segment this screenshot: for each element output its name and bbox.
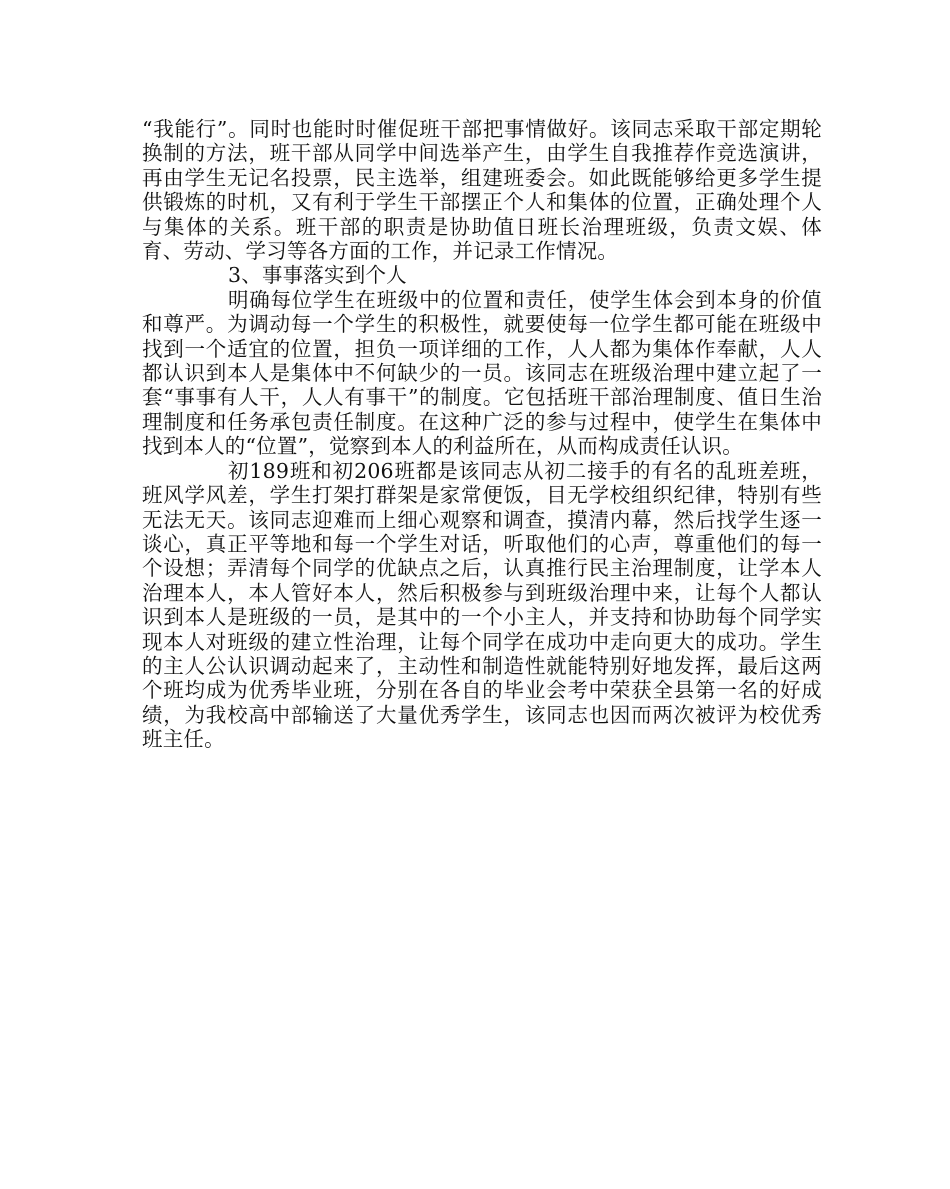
paragraph-class-cadre-rotation: “我能行”。同时也能时时催促班干部把事情做好。该同志采取干部定期轮换制的方法，班干部从同学中间选举产生，由学生自我推荐作竞选演讲，再由学生无记名投票，民主选举，组建班委会。如此既能够给更多学生提供锻炼的时机，又有利于学生干部摆正个人和集体的位置，正确处理个人与集体的关系。班干部的职责是协助值日班长治理班级，负责文娱、体育、劳动、学习等各方面的工作，并记录工作情况。 [142,117,822,264]
section-heading-3: 3、事事落实到个人 [228,263,407,288]
document-body [142,117,822,752]
paragraph-responsibility: 明确每位学生在班级中的位置和责任，使学生体会到本身的价值和尊严。为调动每一个学生的积极性，就要使每一位学生都可能在班级中找到一个适宜的位置，担负一项详细的工作，人人都为集体作奉献，人人都认识到本人是集体中不何缺少的一员。该同志在班级治理中建立起了一套“事事有人干，人人有事干”的制度。它包括班干部治理制度、值日生治理制度和任务承包责任制度。在这种广泛的参与过程中，使学生在集体中找到本人的“位置”，觉察到本人的利益所在，从而构成责任认识。 [142,287,822,459]
paragraph-class-189-206: 初189班和初206班都是该同志从初二接手的有名的乱班差班，班风学风差，学生打架打群架是家常便饭，目无学校组织纪律，特别有些无法无天。该同志迎难而上细心观察和调查，摸清内幕，然后找学生逐一谈心，真正平等地和每一个学生对话，听取他们的心声，尊重他们的每一个设想；弄清每个同学的优缺点之后，认真推行民主治理制度，让学本人治理本人，本人管好本人，然后积极参与到班级治理中来，让每个人都认识到本人是班级的一员，是其中的一个小主人，并支持和协助每个同学实现本人对班级的建立性治理，让每个同学在成功中走向更大的成功。学生的主人公认识调动起来了，主动性和制造性就能特别好地发挥，最后这两个班均成为优秀毕业班，分别在各自的毕业会考中荣获全县第一名的好成绩，为我校高中部输送了大量优秀学生，该同志也因而两次被评为校优秀班主任。 [142,458,822,752]
